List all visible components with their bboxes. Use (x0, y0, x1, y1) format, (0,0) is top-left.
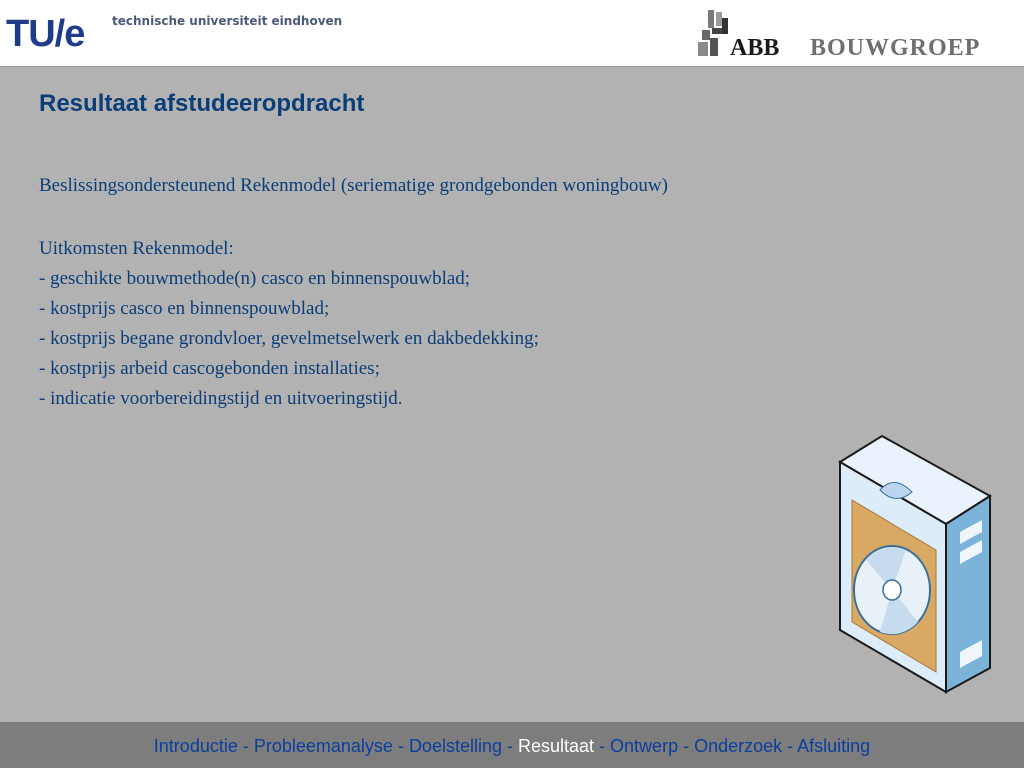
result-item: - kostprijs casco en binnenspouwblad; (39, 298, 330, 319)
results-list (39, 234, 539, 414)
nav-link-ontwerp[interactable]: Ontwerp (610, 736, 679, 756)
nav-separator: - (237, 736, 254, 756)
software-box-cd-icon (836, 434, 996, 696)
nav-separator: - (678, 736, 695, 756)
nav-separator: - (502, 736, 518, 756)
results-heading: Uitkomsten Rekenmodel: (39, 238, 234, 259)
result-item: - kostprijs begane grondvloer, gevelmetselwerk en dakbedekking; (39, 328, 539, 349)
tue-logo: TU/e (6, 13, 85, 55)
result-item: - geschikte bouwmethode(n) casco en binnenspouwblad; (39, 268, 471, 289)
nav-separator: - (782, 736, 798, 756)
nav-link-probleemanalyse[interactable]: Probleemanalyse (253, 736, 393, 756)
header-bar (0, 0, 1024, 67)
nav-link-resultaat[interactable]: Resultaat (518, 736, 595, 756)
nav-link-doelstelling[interactable]: Doelstelling (408, 736, 502, 756)
abb-label: ABB (730, 35, 780, 61)
footer-bar (0, 722, 1024, 768)
footer-navigation (0, 736, 1024, 757)
slide-subtitle: Beslissingsondersteunend Rekenmodel (seriematige grondgebonden woningbouw) (39, 175, 668, 196)
result-item: - indicatie voorbereidingstijd en uitvoeringstijd. (39, 388, 403, 409)
nav-separator: - (594, 736, 611, 756)
bouwgroep-label: BOUWGROEP (810, 35, 981, 61)
slide-title: Resultaat afstudeeropdracht (39, 90, 365, 117)
nav-separator: - (392, 736, 409, 756)
nav-link-afsluiting[interactable]: Afsluiting (797, 736, 871, 756)
result-item: - kostprijs arbeid cascogebonden installaties; (39, 358, 380, 379)
nav-link-introductie[interactable]: Introductie (153, 736, 238, 756)
abb-logo (696, 8, 1016, 60)
tue-subtitle: technische universiteit eindhoven (112, 14, 343, 28)
nav-link-onderzoek[interactable]: Onderzoek (694, 736, 783, 756)
